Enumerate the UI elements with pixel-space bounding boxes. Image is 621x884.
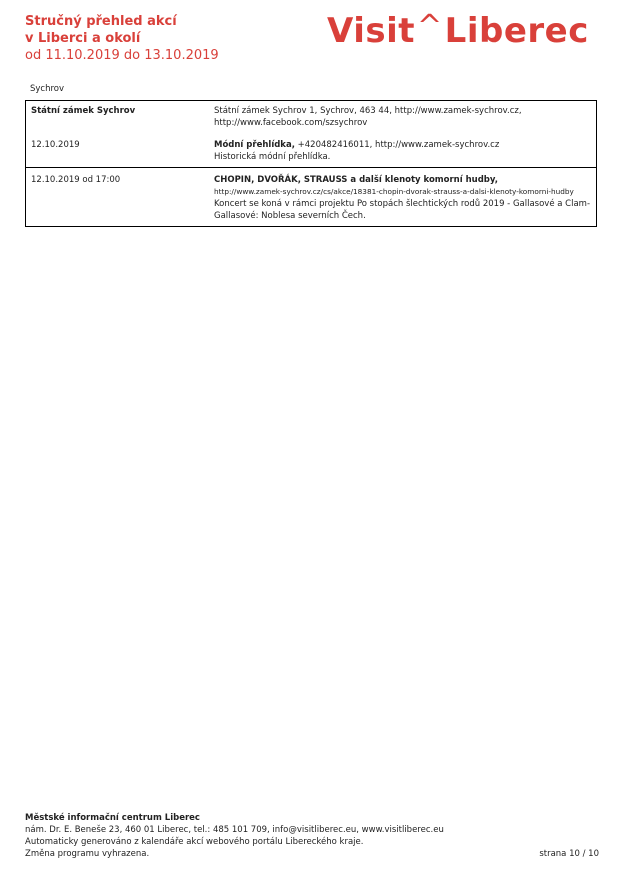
visit-liberec-logo xyxy=(327,10,589,54)
venue-facebook: http://www.facebook.com/szsychrov xyxy=(214,118,368,128)
table-row xyxy=(26,133,597,168)
event-block xyxy=(26,168,597,227)
title-line-2: v Liberci a okolí xyxy=(25,31,141,46)
event-description: Historická módní přehlídka. xyxy=(214,152,331,162)
venue-block xyxy=(26,101,597,168)
logo-caret: ^ xyxy=(417,9,443,44)
date-range: od 11.10.2019 do 13.10.2019 xyxy=(25,48,219,63)
venue-address: Státní zámek Sychrov 1, Sychrov, 463 44, http://www.zamek-sychrov.cz, xyxy=(214,106,522,116)
venue-row xyxy=(26,101,597,134)
event-url: http://www.zamek-sychrov.cz/cs/akce/18381-chopin-dvorak-strauss-a-dalsi-klenoty-komorni-hudby xyxy=(214,187,574,196)
event-name: CHOPIN, DVOŘÁK, STRAUSS a další klenoty komorní hudby, xyxy=(214,175,498,185)
footer-note: Změna programu vyhrazena. xyxy=(25,849,150,859)
section-name: Sychrov xyxy=(30,84,65,94)
venue-name: Státní zámek Sychrov xyxy=(31,106,136,116)
event-date: 12.10.2019 xyxy=(31,140,80,150)
logo-text-left: Visit xyxy=(327,11,416,51)
event-contact: +420482416011, http://www.zamek-sychrov.cz xyxy=(294,140,500,150)
title-line-1: Stručný přehled akcí xyxy=(25,14,177,29)
footer-generated: Automaticky generováno z kalendáře akcí webového portálu Libereckého kraje. xyxy=(25,837,364,847)
event-description: Koncert se koná v rámci projektu Po stopách šlechtických rodů 2019 - Gallasové a Clam-Gallasové: Noblesa severních Čech. xyxy=(214,199,591,221)
footer-org: Městské informační centrum Liberec xyxy=(25,813,200,823)
footer xyxy=(25,812,444,860)
document-title xyxy=(25,13,219,65)
footer-address: nám. Dr. E. Beneše 23, 460 01 Liberec, tel.: 485 101 709, info@visitliberec.eu, www.visitliberec.eu xyxy=(25,825,444,835)
table-row xyxy=(26,168,597,227)
event-name: Módní přehlídka, xyxy=(214,140,295,150)
page-number: strana 10 / 10 xyxy=(539,849,599,859)
logo-text-right: Liberec xyxy=(444,11,589,51)
events-table xyxy=(25,100,597,227)
event-date: 12.10.2019 od 17:00 xyxy=(31,175,121,185)
